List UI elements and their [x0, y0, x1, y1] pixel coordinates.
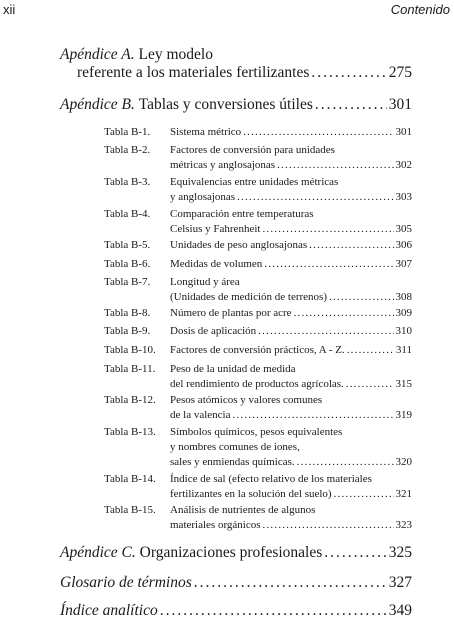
table-title-line1: Índice de sal (efecto relativo de los materiales: [170, 473, 372, 485]
dot-leader: [315, 96, 387, 114]
table-id: Tabla B-14.: [104, 473, 156, 485]
toc-entry-glossary[interactable]: [60, 574, 412, 592]
table-id: Tabla B-5.: [104, 239, 151, 251]
table-title-line1: Peso de la unidad de medida: [170, 363, 296, 375]
table-id: Tabla B-12.: [104, 394, 156, 406]
glossary-page: 327: [388, 574, 412, 591]
table-title-line1: Factores de conversión prácticos, A - Z.: [170, 344, 345, 356]
table-id: Tabla B-8.: [104, 307, 151, 319]
dot-leader: [277, 158, 393, 173]
table-id: Tabla B-11.: [104, 363, 156, 375]
dot-leader: [262, 222, 393, 237]
table-page: 301: [395, 126, 412, 138]
table-page: 320: [395, 456, 412, 468]
page-number: xii: [3, 2, 16, 17]
table-page: 306: [395, 239, 412, 251]
table-page: 319: [395, 409, 412, 421]
table-page: 310: [395, 325, 412, 337]
dot-leader: [347, 343, 394, 358]
appendix-c-page: 325: [388, 544, 412, 561]
index-page: 349: [388, 602, 412, 619]
appendix-a-title-line2: referente a los materiales fertilizantes: [77, 64, 310, 81]
table-title-line1: Pesos atómicos y valores comunes: [170, 394, 323, 406]
table-title-line1: Comparación entre temperaturas: [170, 208, 314, 220]
appendix-b-title: Tablas y conversiones útiles: [138, 96, 313, 113]
dot-leader: [232, 408, 393, 423]
appendix-a-label: Apéndice A.: [60, 46, 135, 63]
table-page: 307: [395, 258, 412, 270]
table-title-line1: Medidas de volumen: [170, 258, 263, 270]
table-title-line2: fertilizantes en la solución del suelo): [170, 488, 332, 500]
table-title-line1: Análisis de nutrientes de algunos: [170, 504, 316, 516]
table-title-line1: Símbolos químicos, pesos equivalentes: [170, 426, 343, 438]
toc-entry-index[interactable]: [60, 602, 412, 620]
running-header: [0, 0, 454, 20]
table-title-line2: de la valencia: [170, 409, 231, 421]
table-page: 309: [395, 307, 412, 319]
table-title-line1: Factores de conversión para unidades: [170, 144, 335, 156]
toc-entry-appendix-c[interactable]: [60, 544, 412, 562]
table-id: Tabla B-7.: [104, 276, 151, 288]
table-page: 323: [395, 519, 412, 531]
table-page: 308: [395, 291, 412, 303]
table-id: Tabla B-4.: [104, 208, 151, 220]
table-title-line1: Dosis de aplicación: [170, 325, 257, 337]
table-id: Tabla B-10.: [104, 344, 156, 356]
table-title-line2: del rendimiento de productos agrícolas.: [170, 378, 344, 390]
toc-entry-appendix-a[interactable]: [60, 46, 412, 82]
table-id: Tabla B-6.: [104, 258, 151, 270]
appendix-a-title-line1: Ley modelo: [138, 46, 213, 63]
dot-leader: [309, 238, 393, 253]
table-title-line2: materiales orgánicos: [170, 519, 261, 531]
appendix-c-title: Organizaciones profesionales: [139, 544, 323, 561]
table-title-line1: Sistema métrico: [170, 126, 242, 138]
glossary-title: Glosario de términos: [60, 574, 192, 591]
table-title-line1: Equivalencias entre unidades métricas: [170, 176, 339, 188]
toc-entry-appendix-b[interactable]: [60, 96, 412, 114]
dot-leader: [346, 377, 394, 392]
appendix-a-page: 275: [388, 64, 412, 81]
table-page: 315: [395, 378, 412, 390]
table-page: 321: [395, 488, 412, 500]
dot-leader: [237, 190, 393, 205]
dot-leader: [243, 125, 393, 140]
dot-leader: [294, 306, 394, 321]
table-title-line2: Celsius y Fahrenheit: [170, 223, 261, 235]
dot-leader: [311, 64, 386, 82]
dot-leader: [258, 324, 393, 339]
appendix-b-label: Apéndice B.: [60, 96, 135, 113]
index-title: Índice analítico: [60, 602, 158, 619]
table-id: Tabla B-15.: [104, 504, 156, 516]
table-title-line2: y nombres comunes de iones,: [170, 441, 300, 453]
table-title-line2: métricas y anglosajonas: [170, 159, 276, 171]
table-page: 311: [395, 344, 412, 356]
dot-leader: [194, 574, 387, 592]
table-title-line1: Número de plantas por acre: [170, 307, 292, 319]
table-title-line3: sales y enmiendas químicas.: [170, 456, 295, 468]
dot-leader: [263, 518, 394, 533]
table-title-line2: (Unidades de medición de terrenos): [170, 291, 327, 303]
table-id: Tabla B-1.: [104, 126, 151, 138]
dot-leader: [334, 487, 394, 502]
dot-leader: [329, 290, 394, 305]
dot-leader: [324, 544, 386, 562]
appendix-b-page: 301: [388, 96, 412, 113]
dot-leader: [160, 602, 387, 620]
table-page: 303: [395, 191, 412, 203]
table-id: Tabla B-13.: [104, 426, 156, 438]
table-title-line1: Longitud y área: [170, 276, 240, 288]
table-page: 305: [395, 223, 412, 235]
table-id: Tabla B-3.: [104, 176, 151, 188]
table-title-line2: y anglosajonas: [170, 191, 236, 203]
dot-leader: [297, 455, 394, 470]
table-title-line1: Unidades de peso anglosajonas: [170, 239, 308, 251]
table-id: Tabla B-9.: [104, 325, 151, 337]
section-title: Contenido: [390, 2, 450, 17]
appendix-c-label: Apéndice C.: [60, 544, 136, 561]
table-page: 302: [395, 159, 412, 171]
table-id: Tabla B-2.: [104, 144, 151, 156]
dot-leader: [264, 257, 393, 272]
